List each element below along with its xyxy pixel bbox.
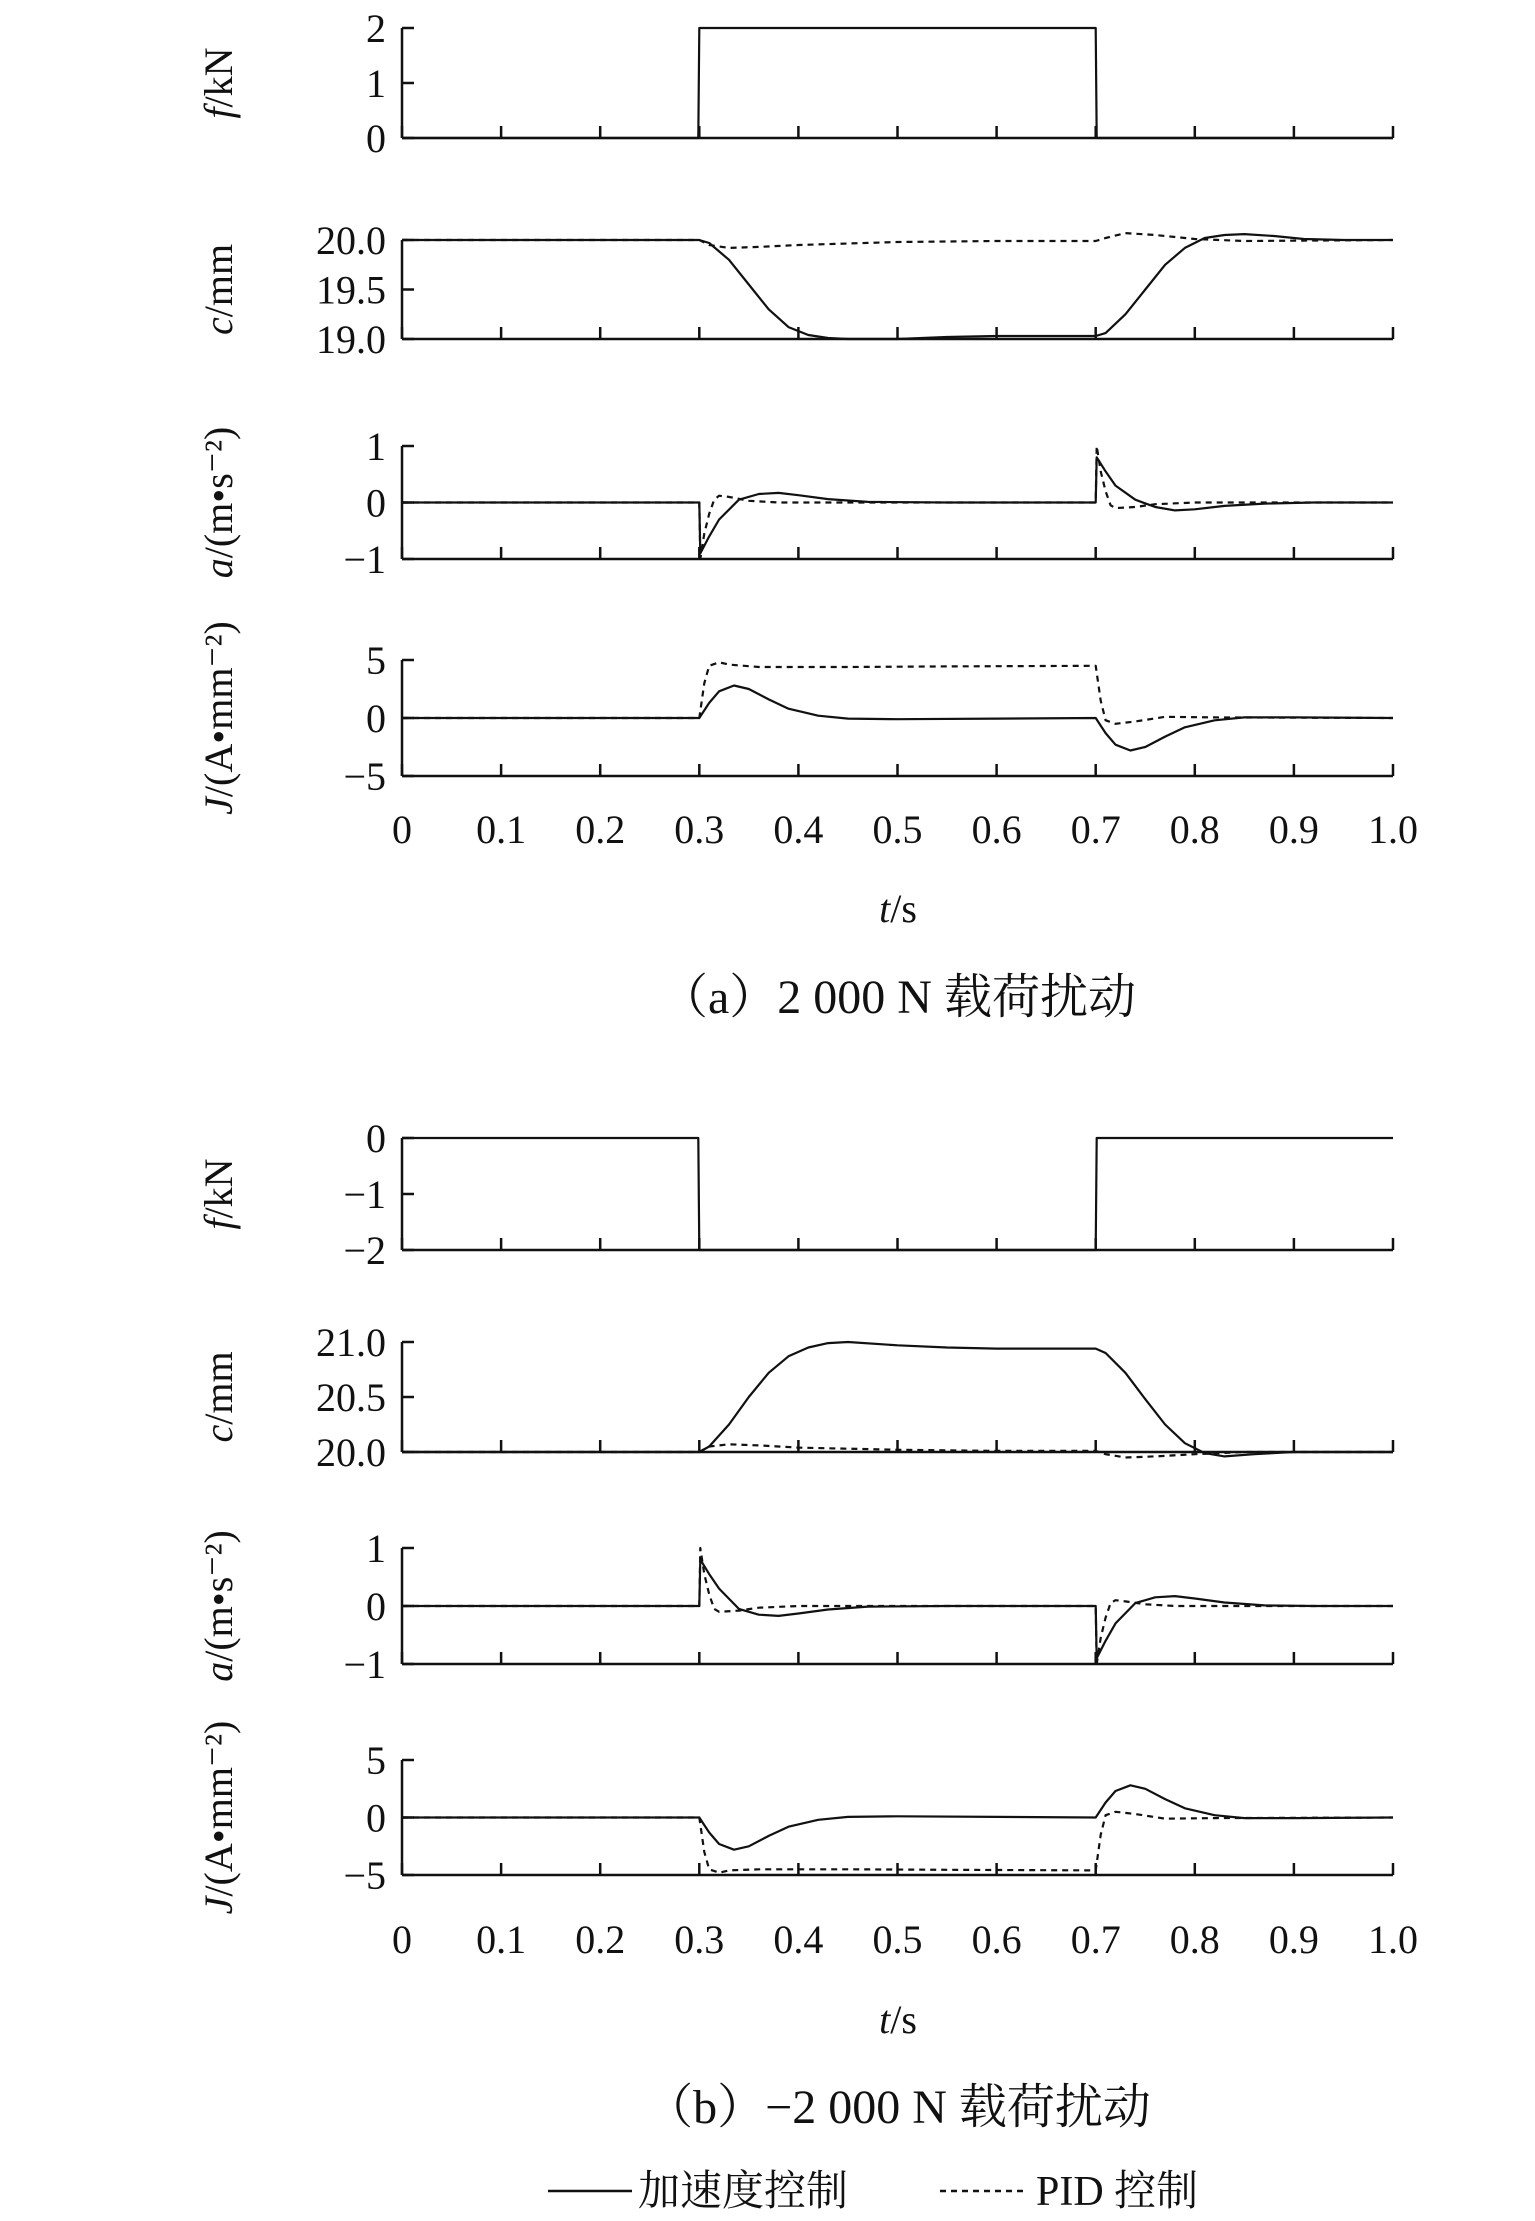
series-acceleration-line bbox=[402, 1560, 1393, 1659]
x-tick-label: 0.1 bbox=[476, 1917, 527, 1962]
y-tick-label: −1 bbox=[343, 537, 386, 582]
y-tick-label: −5 bbox=[343, 1853, 386, 1898]
subplot-a-a bbox=[196, 424, 1393, 582]
x-tick-label: 1.0 bbox=[1368, 807, 1418, 852]
x-tick-label: 0.3 bbox=[674, 1917, 725, 1962]
series-acceleration-line bbox=[402, 1342, 1393, 1456]
y-tick-label: 1 bbox=[366, 1526, 386, 1571]
subplot-b-c bbox=[196, 1320, 1393, 1475]
subplot-a-f bbox=[196, 6, 1393, 161]
y-tick-label: 5 bbox=[366, 638, 386, 683]
x-tick-label: 0.6 bbox=[971, 807, 1022, 852]
y-axis-title: a/(m•s⁻²) bbox=[196, 1530, 241, 1682]
x-tick-label: 0.3 bbox=[674, 807, 725, 852]
y-tick-label: −1 bbox=[343, 1642, 386, 1687]
x-tick-label: 0 bbox=[392, 1917, 412, 1962]
x-tick-label: 0.5 bbox=[872, 1917, 923, 1962]
subplot-b-a bbox=[196, 1526, 1393, 1687]
legend bbox=[548, 2168, 1198, 2215]
y-tick-label: 0 bbox=[366, 480, 386, 526]
x-tick-label: 0.7 bbox=[1070, 807, 1121, 852]
y-tick-label: 0 bbox=[366, 696, 386, 741]
x-axis-title-a: t/s bbox=[879, 886, 917, 931]
caption-b: （b）−2 000 N 载荷扰动 bbox=[645, 2081, 1151, 2134]
series-acceleration-line bbox=[402, 28, 1393, 138]
y-tick-label: 2 bbox=[366, 6, 386, 51]
y-tick-label: 0 bbox=[366, 1116, 386, 1161]
subplot-a-c bbox=[196, 218, 1393, 362]
x-tick-label: 0.4 bbox=[773, 1917, 824, 1962]
y-tick-label: 20.0 bbox=[316, 1430, 386, 1475]
y-tick-label: −2 bbox=[343, 1228, 386, 1273]
series-acceleration-line bbox=[402, 1138, 1393, 1250]
y-tick-label: 0 bbox=[366, 1795, 386, 1841]
y-tick-label: 0 bbox=[366, 1584, 386, 1629]
y-tick-label: 19.0 bbox=[316, 317, 386, 362]
y-axis-title: c/mm bbox=[196, 243, 241, 336]
legend-dashed-label: PID 控制 bbox=[1036, 2169, 1199, 2215]
x-tick-label: 0.8 bbox=[1169, 1917, 1220, 1962]
y-tick-label: 19.5 bbox=[316, 267, 386, 313]
y-tick-label: 5 bbox=[366, 1738, 386, 1783]
y-tick-label: 1 bbox=[366, 61, 386, 106]
x-tick-label: 0.1 bbox=[476, 807, 527, 852]
y-tick-label: −1 bbox=[343, 1172, 386, 1217]
y-tick-label: 0 bbox=[366, 116, 386, 161]
caption-a: （a）2 000 N 载荷扰动 bbox=[660, 971, 1136, 1024]
subplot-b-f bbox=[196, 1116, 1393, 1273]
x-tick-label: 0.5 bbox=[872, 807, 923, 852]
y-tick-label: −5 bbox=[343, 754, 386, 799]
x-tick-label: 0.2 bbox=[575, 807, 626, 852]
x-tick-label: 0.7 bbox=[1070, 1917, 1121, 1962]
y-axis-title: f/kN bbox=[196, 47, 241, 119]
y-axis-title: J/(A•mm⁻²) bbox=[196, 621, 241, 815]
y-axis-title: a/(m•s⁻²) bbox=[196, 426, 241, 579]
x-tick-label: 0.8 bbox=[1169, 807, 1220, 852]
y-tick-label: 21.0 bbox=[316, 1320, 386, 1365]
x-tick-label: 1.0 bbox=[1368, 1917, 1418, 1962]
x-tick-label: 0.9 bbox=[1268, 807, 1319, 852]
y-tick-label: 20.0 bbox=[316, 218, 386, 263]
y-tick-label: 20.5 bbox=[316, 1375, 386, 1420]
y-axis-title: J/(A•mm⁻²) bbox=[196, 1720, 241, 1915]
legend-solid-label: 加速度控制 bbox=[638, 2169, 849, 2215]
y-axis-title: c/mm bbox=[196, 1351, 241, 1443]
x-tick-label: 0 bbox=[392, 807, 412, 852]
x-axis-title-b: t/s bbox=[879, 1997, 917, 2042]
series-pid-line bbox=[402, 662, 1393, 724]
x-tick-label: 0.2 bbox=[575, 1917, 626, 1962]
y-tick-label: 1 bbox=[366, 424, 386, 469]
series-acceleration-line bbox=[402, 234, 1393, 339]
subplot-b-J bbox=[196, 1721, 1418, 1962]
x-tick-label: 0.9 bbox=[1268, 1917, 1319, 1962]
x-tick-label: 0.4 bbox=[773, 807, 824, 852]
series-pid-line bbox=[402, 233, 1393, 248]
x-tick-label: 0.6 bbox=[971, 1917, 1022, 1962]
subplot-a-J bbox=[196, 621, 1418, 852]
y-axis-title: f/kN bbox=[196, 1158, 241, 1230]
series-acceleration-line bbox=[402, 457, 1393, 553]
